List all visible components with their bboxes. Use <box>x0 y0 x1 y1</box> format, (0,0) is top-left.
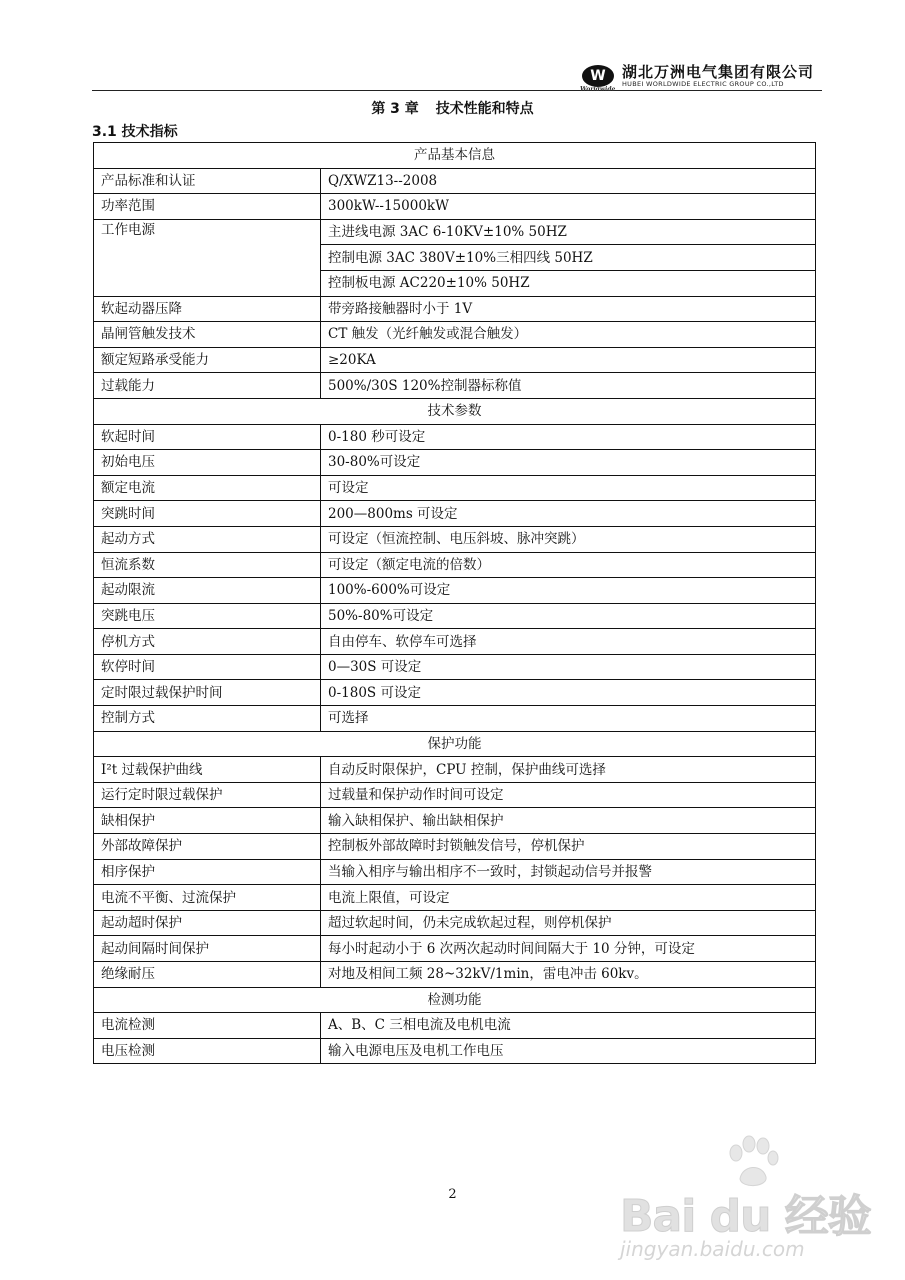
table-row <box>94 885 816 911</box>
table-row <box>94 450 816 476</box>
section-header-row <box>94 143 816 169</box>
param-value: 0—30S 可设定 <box>321 654 816 680</box>
section-header-cell: 技术参数 <box>94 398 816 424</box>
param-value: 自动反时限保护，CPU 控制，保护曲线可选择 <box>321 757 816 783</box>
table-row <box>94 322 816 348</box>
param-value: 输入缺相保护、输出缺相保护 <box>321 808 816 834</box>
section-header-cell: 产品基本信息 <box>94 143 816 169</box>
param-label: 软起时间 <box>94 424 321 450</box>
param-value: 自由停车、软停车可选择 <box>321 629 816 655</box>
chapter-heading <box>0 98 905 118</box>
param-value: 0-180S 可设定 <box>321 680 816 706</box>
table-row <box>94 296 816 322</box>
param-value: 超过软起时间，仍未完成软起过程，则停机保护 <box>321 910 816 936</box>
table-row <box>94 1013 816 1039</box>
watermark-url: jingyan.baidu.com <box>620 1237 805 1261</box>
watermark-brand: Bai du 经验 <box>620 1191 871 1242</box>
param-value: 可设定 <box>321 475 816 501</box>
param-label: 工作电源 <box>94 219 321 296</box>
param-value: 100%-600%可设定 <box>321 578 816 604</box>
table-row <box>94 219 816 245</box>
param-label: 额定短路承受能力 <box>94 347 321 373</box>
param-label: 定时限过载保护时间 <box>94 680 321 706</box>
param-value: 500%/30S 120%控制器标称值 <box>321 373 816 399</box>
section-header-row <box>94 987 816 1013</box>
table-row <box>94 552 816 578</box>
table-row <box>94 757 816 783</box>
param-label: 起动间隔时间保护 <box>94 936 321 962</box>
param-label: 起动超时保护 <box>94 910 321 936</box>
company-name-cn: 湖北万洲电气集团有限公司 <box>621 63 814 81</box>
section-header-row <box>94 398 816 424</box>
page-header <box>92 60 822 91</box>
table-row <box>94 1038 816 1064</box>
param-value: 对地及相间工频 28~32kV/1min，雷电冲击 60kv。 <box>321 962 816 988</box>
param-value: 带旁路接触器时小于 1V <box>321 296 816 322</box>
param-label: 恒流系数 <box>94 552 321 578</box>
section-header-row <box>94 731 816 757</box>
section-heading: 3.1 技术指标 <box>92 124 178 140</box>
baidu-watermark <box>620 1135 875 1270</box>
param-label: 过载能力 <box>94 373 321 399</box>
param-label: I²t 过载保护曲线 <box>94 757 321 783</box>
chapter-title: 技术性能和特点 <box>435 101 534 117</box>
param-label: 初始电压 <box>94 450 321 476</box>
param-label: 缺相保护 <box>94 808 321 834</box>
company-logo <box>579 63 814 93</box>
param-label: 突跳电压 <box>94 603 321 629</box>
param-value: 可设定（恒流控制、电压斜坡、脉冲突跳） <box>321 526 816 552</box>
page-number: 2 <box>448 1187 457 1202</box>
param-value: 当输入相序与输出相序不一致时，封锁起动信号并报警 <box>321 859 816 885</box>
param-value: 30-80%可设定 <box>321 450 816 476</box>
param-label: 电流检测 <box>94 1013 321 1039</box>
param-value: 控制电源 3AC 380V±10%三相四线 50HZ <box>321 245 816 271</box>
param-value: 主进线电源 3AC 6-10KV±10% 50HZ <box>321 219 816 245</box>
spec-table <box>93 142 816 1064</box>
section-header-cell: 检测功能 <box>94 987 816 1013</box>
param-value: 50%-80%可设定 <box>321 603 816 629</box>
table-row <box>94 526 816 552</box>
param-value: 可选择 <box>321 706 816 732</box>
param-value: 电流上限值，可设定 <box>321 885 816 911</box>
param-label: 绝缘耐压 <box>94 962 321 988</box>
param-value: 可设定（额定电流的倍数） <box>321 552 816 578</box>
param-label: 产品标准和认证 <box>94 168 321 194</box>
param-label: 功率范围 <box>94 194 321 220</box>
param-label: 运行定时限过载保护 <box>94 782 321 808</box>
param-value: CT 触发（光纤触发或混合触发） <box>321 322 816 348</box>
param-value: ≥20KA <box>321 347 816 373</box>
table-row <box>94 475 816 501</box>
param-value: 300kW--15000kW <box>321 194 816 220</box>
table-row <box>94 936 816 962</box>
param-value: 过载量和保护动作时间可设定 <box>321 782 816 808</box>
param-value: 控制板外部故障时封锁触发信号，停机保护 <box>321 834 816 860</box>
param-value: 每小时起动小于 6 次两次起动时间间隔大于 10 分钟，可设定 <box>321 936 816 962</box>
table-row <box>94 347 816 373</box>
worldwide-logo-icon: W Worldwide <box>582 65 614 87</box>
param-label: 停机方式 <box>94 629 321 655</box>
table-row <box>94 424 816 450</box>
param-label: 额定电流 <box>94 475 321 501</box>
table-row <box>94 654 816 680</box>
param-value: 输入电源电压及电机工作电压 <box>321 1038 816 1064</box>
param-label: 外部故障保护 <box>94 834 321 860</box>
table-row <box>94 808 816 834</box>
param-label: 起动限流 <box>94 578 321 604</box>
param-label: 电流不平衡、过流保护 <box>94 885 321 911</box>
table-row <box>94 706 816 732</box>
param-value: 控制板电源 AC220±10% 50HZ <box>321 270 816 296</box>
param-label: 软起动器压降 <box>94 296 321 322</box>
param-value: 0-180 秒可设定 <box>321 424 816 450</box>
param-label: 相序保护 <box>94 859 321 885</box>
table-row <box>94 680 816 706</box>
table-row <box>94 782 816 808</box>
param-label: 控制方式 <box>94 706 321 732</box>
table-row <box>94 910 816 936</box>
company-name-en: HUBEI WORLDWIDE ELECTRIC GROUP CO.,LTD <box>621 80 784 88</box>
table-row <box>94 578 816 604</box>
param-value: Q/XWZ13--2008 <box>321 168 816 194</box>
section-header-cell: 保护功能 <box>94 731 816 757</box>
param-label: 电压检测 <box>94 1038 321 1064</box>
chapter-number: 第 3 章 <box>371 101 419 117</box>
table-row <box>94 859 816 885</box>
logo-subtext: Worldwide <box>579 86 616 93</box>
table-row <box>94 168 816 194</box>
param-label: 突跳时间 <box>94 501 321 527</box>
table-row <box>94 501 816 527</box>
table-row <box>94 603 816 629</box>
param-value: 200—800ms 可设定 <box>321 501 816 527</box>
table-row <box>94 194 816 220</box>
table-row <box>94 373 816 399</box>
table-row <box>94 629 816 655</box>
param-label: 软停时间 <box>94 654 321 680</box>
param-label: 晶闸管触发技术 <box>94 322 321 348</box>
table-row <box>94 834 816 860</box>
param-value: A、B、C 三相电流及电机电流 <box>321 1013 816 1039</box>
table-row <box>94 962 816 988</box>
param-label: 起动方式 <box>94 526 321 552</box>
